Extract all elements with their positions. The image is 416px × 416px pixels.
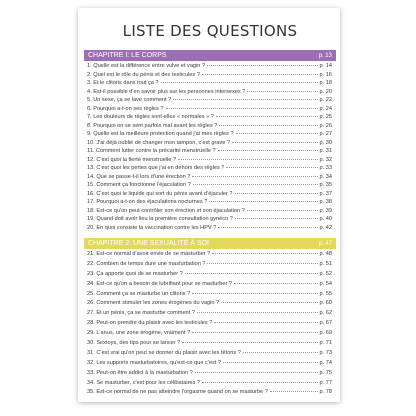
question-page: p. 55 bbox=[319, 290, 332, 297]
list-item bbox=[87, 215, 332, 224]
question-text: 8. Pourquoi on se sent parfois mal avant les règles ? bbox=[87, 122, 218, 129]
list-item bbox=[87, 339, 332, 349]
question-page: p. 74 bbox=[319, 359, 332, 366]
question-page: p. 39 bbox=[319, 207, 332, 214]
list-item bbox=[87, 207, 332, 216]
question-text: 28. Peut-on prendre du plaisir avec les testicules ? bbox=[87, 320, 213, 327]
question-page: p. 26 bbox=[319, 122, 332, 129]
list-item bbox=[87, 139, 332, 148]
dot-leader bbox=[218, 150, 318, 151]
list-item bbox=[87, 319, 332, 329]
dot-leader bbox=[192, 332, 317, 333]
chapter-2-header bbox=[84, 238, 336, 249]
dot-leader bbox=[178, 159, 317, 160]
question-page: p. 73 bbox=[319, 349, 332, 356]
question-text: 12. C'est quoi la fierté menstruelle ? bbox=[87, 156, 177, 163]
list-item bbox=[87, 62, 332, 71]
question-text: 17. Pourquoi a-t-on des éjaculations nocturnes ? bbox=[87, 199, 208, 205]
dot-leader bbox=[226, 167, 317, 168]
chapter-2-label: CHAPITRE 2: UNE SEXUALITÉ À SOI bbox=[88, 240, 209, 247]
question-page: p. 77 bbox=[319, 379, 332, 386]
list-item bbox=[87, 270, 332, 280]
question-page: p. 18 bbox=[319, 80, 332, 86]
dot-leader bbox=[232, 142, 318, 143]
dot-leader bbox=[185, 273, 318, 274]
dot-leader bbox=[270, 391, 318, 392]
chapter-1-label: CHAPITRE I: LE CORPS bbox=[88, 52, 167, 59]
question-text: 25. Comment ça se masturbe un clitoris ? bbox=[87, 290, 191, 297]
question-page: p. 27 bbox=[319, 131, 332, 137]
question-text: 33. Peut-on être addict à la masturbation ? bbox=[87, 369, 193, 376]
list-item bbox=[87, 156, 332, 165]
chapter-1-page: p. 13 bbox=[318, 52, 332, 59]
question-text: 26. Comment stimuler les zones érogènes du vagin ? bbox=[87, 300, 220, 307]
list-item bbox=[87, 105, 332, 114]
question-page: p. 40 bbox=[319, 216, 332, 222]
list-item bbox=[87, 122, 332, 131]
list-item bbox=[87, 369, 332, 379]
question-page: p. 22 bbox=[319, 97, 332, 103]
dot-leader bbox=[209, 201, 317, 202]
list-item bbox=[87, 224, 332, 233]
question-text: 18. Est-ce qu'on peut contrôler son érection et son éjaculation ? bbox=[87, 207, 245, 214]
list-item bbox=[87, 250, 332, 260]
question-page: p. 30 bbox=[319, 139, 332, 146]
list-item bbox=[87, 113, 332, 122]
question-text: 29. L'anus, une zone érogène, vraiment ? bbox=[87, 330, 191, 337]
question-text: 20. En quoi consiste la vaccination contre les HPV ? bbox=[87, 224, 217, 231]
question-page: p. 24 bbox=[319, 105, 332, 112]
question-page: p. 14 bbox=[319, 63, 332, 69]
dot-leader bbox=[193, 184, 318, 185]
list-item bbox=[87, 71, 332, 80]
question-page: p. 37 bbox=[319, 190, 332, 197]
dot-leader bbox=[195, 372, 318, 373]
question-text: 32. Les supports masturbatoires, qu'est-ce que c'est ? bbox=[87, 359, 221, 366]
question-page: p. 20 bbox=[319, 88, 332, 95]
question-page: p. 42 bbox=[319, 224, 332, 231]
dot-leader bbox=[166, 108, 318, 109]
question-text: 2. Quel est le rôle du pénis et des testicules ? bbox=[87, 71, 200, 78]
question-page: p. 69 bbox=[319, 330, 332, 337]
question-page: p. 25 bbox=[319, 114, 332, 120]
question-page: p. 54 bbox=[319, 280, 332, 287]
list-item bbox=[87, 79, 332, 88]
list-item bbox=[87, 359, 332, 369]
question-text: 4. Est-il possible d'en savoir plus sur les personnes intersexes ? bbox=[87, 88, 246, 95]
question-text: 10. J'ai déjà oublié de changer mon tampon, c'est grave ? bbox=[87, 139, 231, 146]
question-page: p. 51 bbox=[319, 260, 332, 267]
dot-leader bbox=[235, 193, 318, 194]
question-text: 23. Ça apporte quoi de se masturber ? bbox=[87, 270, 183, 277]
list-item bbox=[87, 190, 332, 199]
list-item bbox=[87, 388, 332, 398]
question-page: p. 38 bbox=[319, 199, 332, 205]
question-text: 16. C'est quoi le liquide qui sort du pénis avant d'éjaculer ? bbox=[87, 190, 233, 197]
question-text: 35. Est-ce normal de ne pas atteindre l'orgasme quand on se masturbe ? bbox=[87, 389, 268, 396]
list-item bbox=[87, 299, 332, 309]
list-item bbox=[87, 349, 332, 359]
question-page: p. 52 bbox=[319, 270, 332, 277]
chapter-1-question-list bbox=[84, 62, 336, 232]
list-item bbox=[87, 181, 332, 190]
list-item bbox=[87, 260, 332, 270]
dot-leader bbox=[207, 65, 317, 66]
chapter-2-page: p. 47 bbox=[318, 240, 332, 247]
dot-leader bbox=[216, 116, 318, 117]
page-title: LISTE DES QUESTIONS bbox=[122, 22, 298, 40]
question-text: 27. Et un pénis, ça se masturbe comment ? bbox=[87, 310, 195, 317]
document-page bbox=[78, 8, 340, 402]
question-text: 31. C'est vrai qu'on peut se donner du plaisir avec les tétons ? bbox=[87, 349, 241, 356]
list-item bbox=[87, 290, 332, 300]
question-text: 6. Pourquoi a-t-on ses règles ? bbox=[87, 105, 164, 112]
question-text: 7. Les douleurs de règles sont-elles « normales » ? bbox=[87, 114, 214, 120]
question-page: p. 34 bbox=[319, 173, 332, 180]
dot-leader bbox=[161, 82, 318, 83]
question-page: p. 16 bbox=[319, 71, 332, 78]
question-page: p. 62 bbox=[319, 310, 332, 317]
question-page: p. 60 bbox=[319, 300, 332, 307]
list-item bbox=[87, 280, 332, 290]
dot-leader bbox=[218, 227, 317, 228]
dot-leader bbox=[192, 293, 317, 294]
dot-leader bbox=[247, 210, 318, 211]
list-item bbox=[87, 130, 332, 139]
chapter-2-question-list bbox=[84, 250, 336, 398]
list-item bbox=[87, 379, 332, 389]
list-item bbox=[87, 198, 332, 207]
list-item bbox=[87, 173, 332, 182]
question-page: p. 48 bbox=[319, 251, 332, 257]
dot-leader bbox=[221, 302, 317, 303]
question-page: p. 32 bbox=[319, 156, 332, 163]
dot-leader bbox=[219, 125, 317, 126]
dot-leader bbox=[197, 312, 318, 313]
chapter-1-header bbox=[84, 50, 336, 61]
dot-leader bbox=[202, 74, 318, 75]
question-page: p. 67 bbox=[319, 320, 332, 327]
question-page: p. 35 bbox=[319, 182, 332, 188]
question-text: 30. Sextoys, des tips pour se lancer ? bbox=[87, 340, 181, 347]
question-text: 3. Et le clitoris dans tout ça ? bbox=[87, 80, 159, 86]
dot-leader bbox=[207, 263, 317, 264]
question-page: p. 33 bbox=[319, 165, 332, 171]
dot-leader bbox=[214, 322, 317, 323]
question-page: p. 78 bbox=[319, 389, 332, 396]
question-text: 19. Quand doit avoir lieu la première consultation gynéco ? bbox=[87, 216, 233, 222]
list-item bbox=[87, 309, 332, 319]
question-text: 34. Se masturber, c'est pour les célibataires ? bbox=[87, 379, 200, 386]
dot-leader bbox=[182, 342, 317, 343]
question-page: p. 71 bbox=[319, 340, 332, 347]
question-text: 15. Comment ça fonctionne l'éjaculation ? bbox=[87, 182, 191, 188]
list-item bbox=[87, 147, 332, 156]
question-text: 11. Comment lutter contre la précarité menstruelle ? bbox=[87, 148, 216, 154]
question-text: 9. Quelle est la meilleure protection quand j'ai mes règles ? bbox=[87, 131, 234, 137]
question-text: 14. Que se passe-t-il lors d'une érection ? bbox=[87, 173, 191, 180]
dot-leader bbox=[192, 176, 317, 177]
list-item bbox=[87, 164, 332, 173]
dot-leader bbox=[212, 253, 317, 254]
dot-leader bbox=[234, 283, 318, 284]
list-item bbox=[87, 88, 332, 97]
question-text: 5. Un sexe, ça se lave comment ? bbox=[87, 97, 172, 103]
question-page: p. 31 bbox=[319, 148, 332, 154]
list-item bbox=[87, 96, 332, 105]
dot-leader bbox=[247, 91, 317, 92]
question-text: 21. Est-ce normal d'avoir envie de se masturber ? bbox=[87, 251, 211, 257]
dot-leader bbox=[235, 218, 318, 219]
question-text: 1. Quelle est la différence entre vulve et vagin ? bbox=[87, 63, 206, 69]
dot-leader bbox=[173, 99, 317, 100]
question-text: 22. Combien de temps dure une masturbation ? bbox=[87, 260, 206, 267]
dot-leader bbox=[243, 352, 318, 353]
question-page: p. 75 bbox=[319, 369, 332, 376]
list-item bbox=[87, 329, 332, 339]
question-text: 13. C'est quoi les pertes que j'ai en dehors des règles ? bbox=[87, 165, 225, 171]
question-text: 24. Est-ce qu'on a besoin de lubrifiant pour se masturber ? bbox=[87, 280, 233, 287]
dot-leader bbox=[236, 133, 318, 134]
dot-leader bbox=[223, 362, 318, 363]
dot-leader bbox=[202, 382, 318, 383]
